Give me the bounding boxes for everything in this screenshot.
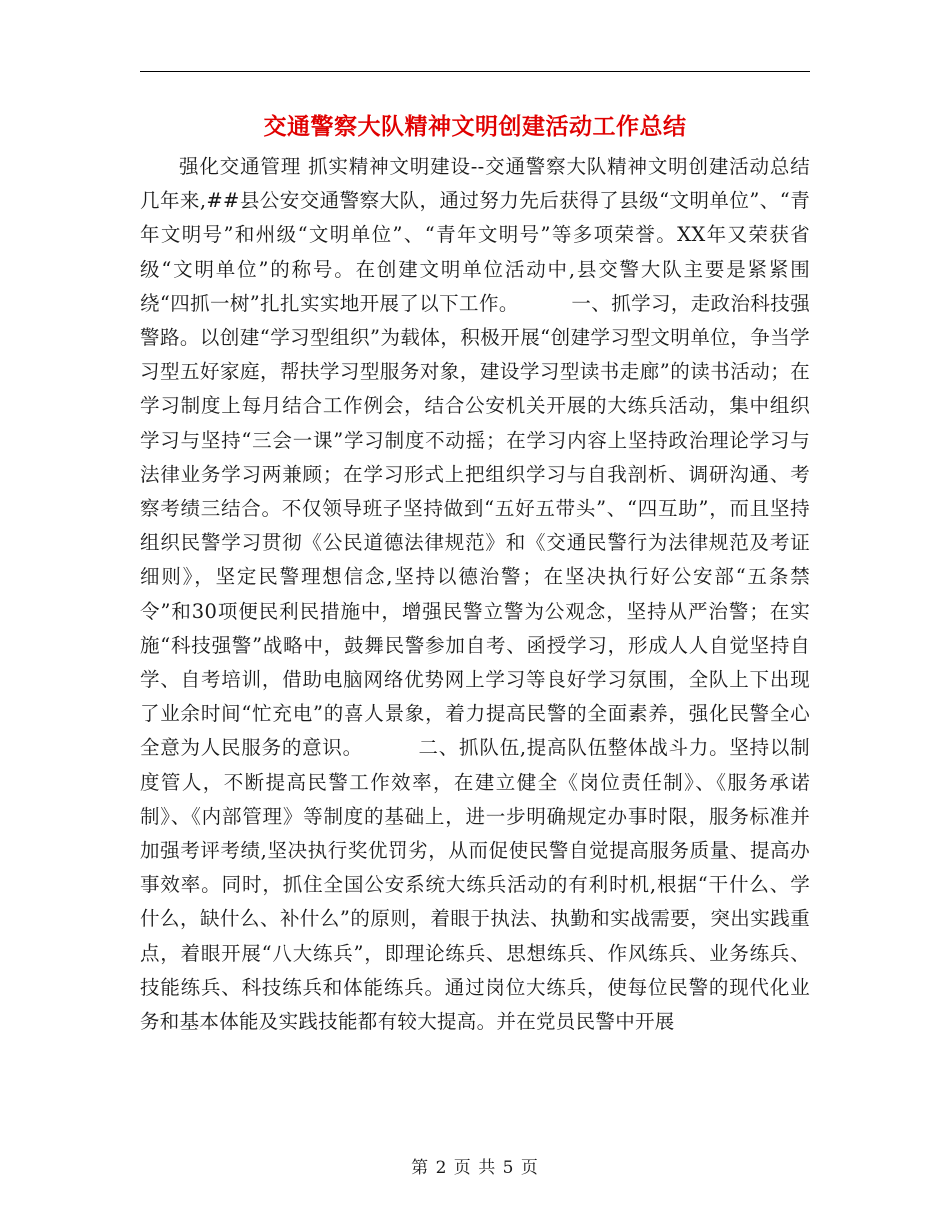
page-number: 第 2 页 共 5 页: [411, 1158, 539, 1178]
document-body: 强化交通管理 抓实精神文明建设--交通警察大队精神文明创建活动总结 几年来,##县公安交通警察大队，通过努力先后获得了县级“文明单位”、“青年文明号”和州级“文明单位”、“青年文明号”等多项荣誉。XX年又荣获省级“文明单位”的称号。在创建文明单位活动中,县交警大队主要是紧紧围绕“四抓一树”扎扎实实地开展了以下工作。 一、抓学习，走政治科技强警路。以创建“学习型组织”为载体，积极开展“创建学习型文明单位，争当学习型五好家庭，帮扶学习型服务对象，建设学习型读书走廊”的读书活动；在学习制度上每月结合工作例会，结合公安机关开展的大练兵活动，集中组织学习与坚持“三会一课”学习制度不动摇；在学习内容上坚持政治理论学习与法律业务学习两兼顾；在学习形式上把组织学习与自我剖析、调研沟通、考察考绩三结合。不仅领导班子坚持做到“五好五带头”、“四互助”，而且坚持组织民警学习贯彻《公民道德法律规范》和《交通民警行为法律规范及考证细则》，坚定民警理想信念,坚持以德治警；在坚决执行好公安部“五条禁令”和30项便民利民措施中，增强民警立警为公观念，坚持从严治警；在实施“科技强警”战略中，鼓舞民警参加自考、函授学习，形成人人自觉坚持自学、自考培训，借助电脑网络优势网上学习等良好学习氛围，全队上下出现了业余时间“忙充电”的喜人景象，着力提高民警的全面素养，强化民警全心全意为人民服务的意识。 二、抓队伍,提高队伍整体战斗力。坚持以制度管人，不断提高民警工作效率，在建立健全《岗位责任制》、《服务承诺制》、《内部管理》等制度的基础上，进一步明确规定办事时限，服务标准并加强考评考绩,坚决执行奖优罚劣，从而促使民警自觉提高服务质量、提高办事效率。同时，抓住全国公安系统大练兵活动的有利时机,根据“干什么、学什么，缺什么、补什么”的原则，着眼于执法、执勤和实战需要，突出实践重点，着眼开展“八大练兵”，即理论练兵、思想练兵、作风练兵、业务练兵、技能练兵、科技练兵和体能练兵。通过岗位大练兵，使每位民警的现代化业务和基本体能及实践技能都有较大提高。并在党员民警中开展: [140, 155, 836, 1034]
header-rule: [140, 71, 810, 72]
document-title: 交通警察大队精神文明创建活动工作总结: [263, 113, 687, 140]
